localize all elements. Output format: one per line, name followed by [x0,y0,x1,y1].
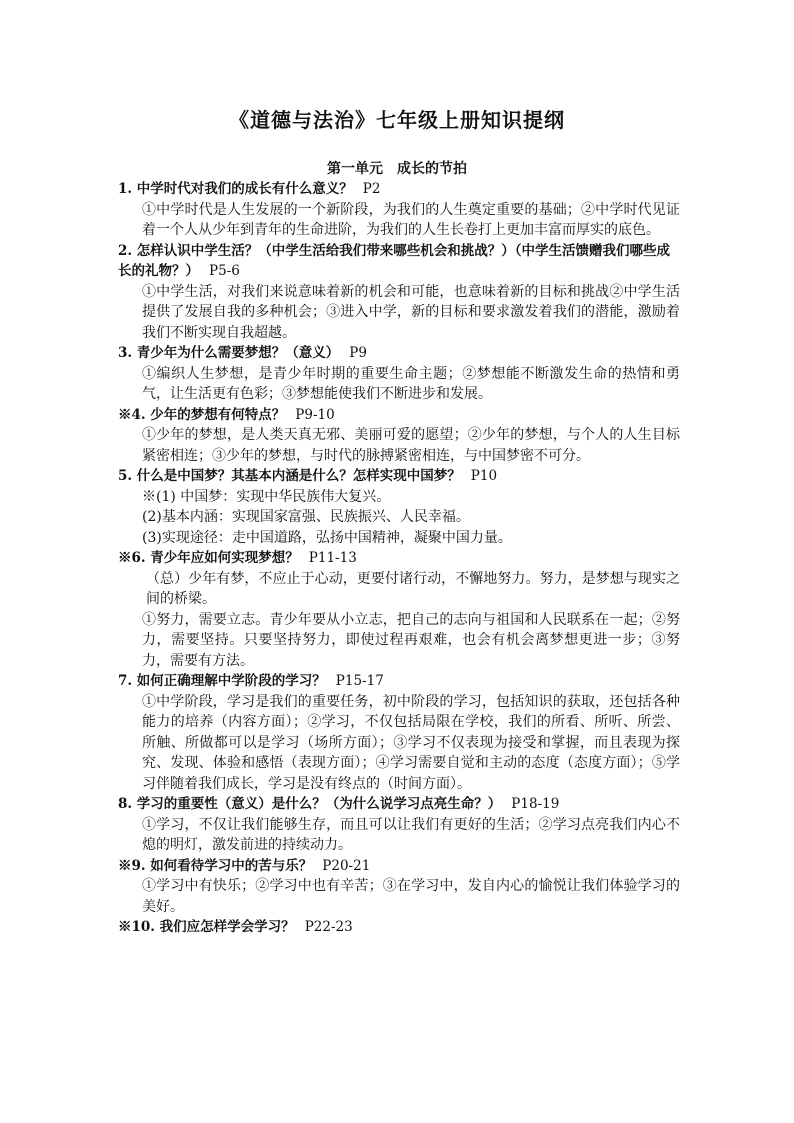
unit-heading: 第一单元 成长的节拍 [327,161,467,177]
page-ref: P10 [470,468,498,484]
page-ref: P9 [349,345,367,361]
page-ref: P5-6 [209,263,240,279]
page-ref: P18-19 [511,796,560,812]
answer-paragraph: ①学习中有快乐；②学习中也有辛苦；③在学习中，发自内心的愉悦让我们体验学习的美好。 [142,878,680,915]
answer-paragraph: ①少年的梦想，是人类天真无邪、美丽可爱的愿望；②少年的梦想，与个人的人生目标紧密相连；③少年的梦想，与时代的脉搏紧密相连，与中国梦密不可分。 [142,427,680,464]
question-text: ※4. 少年的梦想有何特点？ [118,406,286,423]
question-heading [118,241,680,282]
answer-paragraph: ①编织人生梦想，是青少年时期的重要生命主题；②梦想能不断激发生命的热情和勇气，让生活更有色彩；③梦想能使我们不断进步和发展。 [142,365,680,402]
question-text: 1. 中学时代对我们的成长有什么意义？ [118,181,353,197]
page-ref: P9-10 [295,406,335,423]
page-ref: P15-17 [335,673,384,689]
question-heading [118,179,680,200]
answer-line: (2)基本内涵：实现国家富强、民族振兴、人民幸福。 [142,509,470,525]
question-heading [118,466,680,487]
question-text: 5. 什么是中国梦？其基本内涵是什么？怎样实现中国梦？ [118,468,461,484]
answer-paragraph: （总）少年有梦，不应止于心动，更要付诸行动，不懈地努力。努力，是梦想与现实之间的桥梁。 [146,570,680,607]
answer-line: ※(1) 中国梦：实现中华民族伟大复兴。 [142,488,391,505]
question-text: ※9. 如何看待学习中的苦与乐？ [118,857,313,874]
question-text: 3. 青少年为什么需要梦想？（意义） [118,345,340,361]
answer-paragraph: ①中学阶段，学习是我们的重要任务，初中阶段的学习，包括知识的获取，还包括各种能力的培养（内容方面）；②学习，不仅包括局限在学校，我们的所看、所听、所尝、所触、所做都可以是学习（场所方面）；③学习不仅表现为接受和掌握，而且表现为探究、发现、体验和感悟（表现方面）；④学习需要自觉和主动的态度（态度方面）；⑤学习伴随着我们成长，学习是没有终点的（时间方面）。 [142,693,680,792]
answer-paragraph: ①学习，不仅让我们能够生存，而且可以让我们有更好的生活；②学习点亮我们内心不熄的明灯，激发前进的持续动力。 [142,816,680,853]
question-heading [118,856,680,877]
question-text: ※10. 我们应怎样学会学习？ [118,919,295,935]
page-ref: P20-21 [322,857,371,874]
question-text: ※6. 青少年应如何实现梦想？ [118,550,299,566]
question-heading [118,405,680,426]
outline-content [118,179,680,938]
question-heading [118,548,680,569]
question-heading [118,794,680,815]
question-text: 2. 怎样认识中学生活？（中学生活给我们带来哪些机会和挑战？）（中学生活馈赠我们哪些成长的礼物？） [118,242,671,279]
question-heading [118,917,680,938]
question-heading [118,671,680,692]
answer-line: (3)实现途径：走中国道路，弘扬中国精神，凝聚中国力量。 [142,529,512,546]
page-ref: P22-23 [304,919,353,935]
question-heading [118,343,680,364]
page-ref: P2 [362,181,381,197]
answer-paragraph: ①中学时代是人生发展的一个新阶段，为我们的人生奠定重要的基础；②中学时代见证着一个人从少年到青年的生命进阶，为我们的人生长卷打上更加丰富而厚实的底色。 [142,201,680,238]
answer-paragraph: ①中学生活，对我们来说意味着新的机会和可能，也意味着新的目标和挑战②中学生活提供了发展自我的多种机会；③进入中学，新的目标和要求激发着我们的潜能，激励着我们不断实现自我超越。 [142,283,680,341]
document-title: 《道德与法治》七年级上册知识提纲 [229,108,565,132]
question-text: 8. 学习的重要性（意义）是什么？（为什么说学习点亮生命？） [118,796,502,812]
answer-paragraph: ①努力，需要立志。青少年要从小立志，把自己的志向与祖国和人民联系在一起；②努力，需要坚持。只要坚持努力，即使过程再艰难，也会有机会离梦想更进一步；③努力，需要有方法。 [142,611,680,669]
question-text: 7. 如何正确理解中学阶段的学习？ [118,673,326,689]
page-ref: P11-13 [308,550,357,566]
